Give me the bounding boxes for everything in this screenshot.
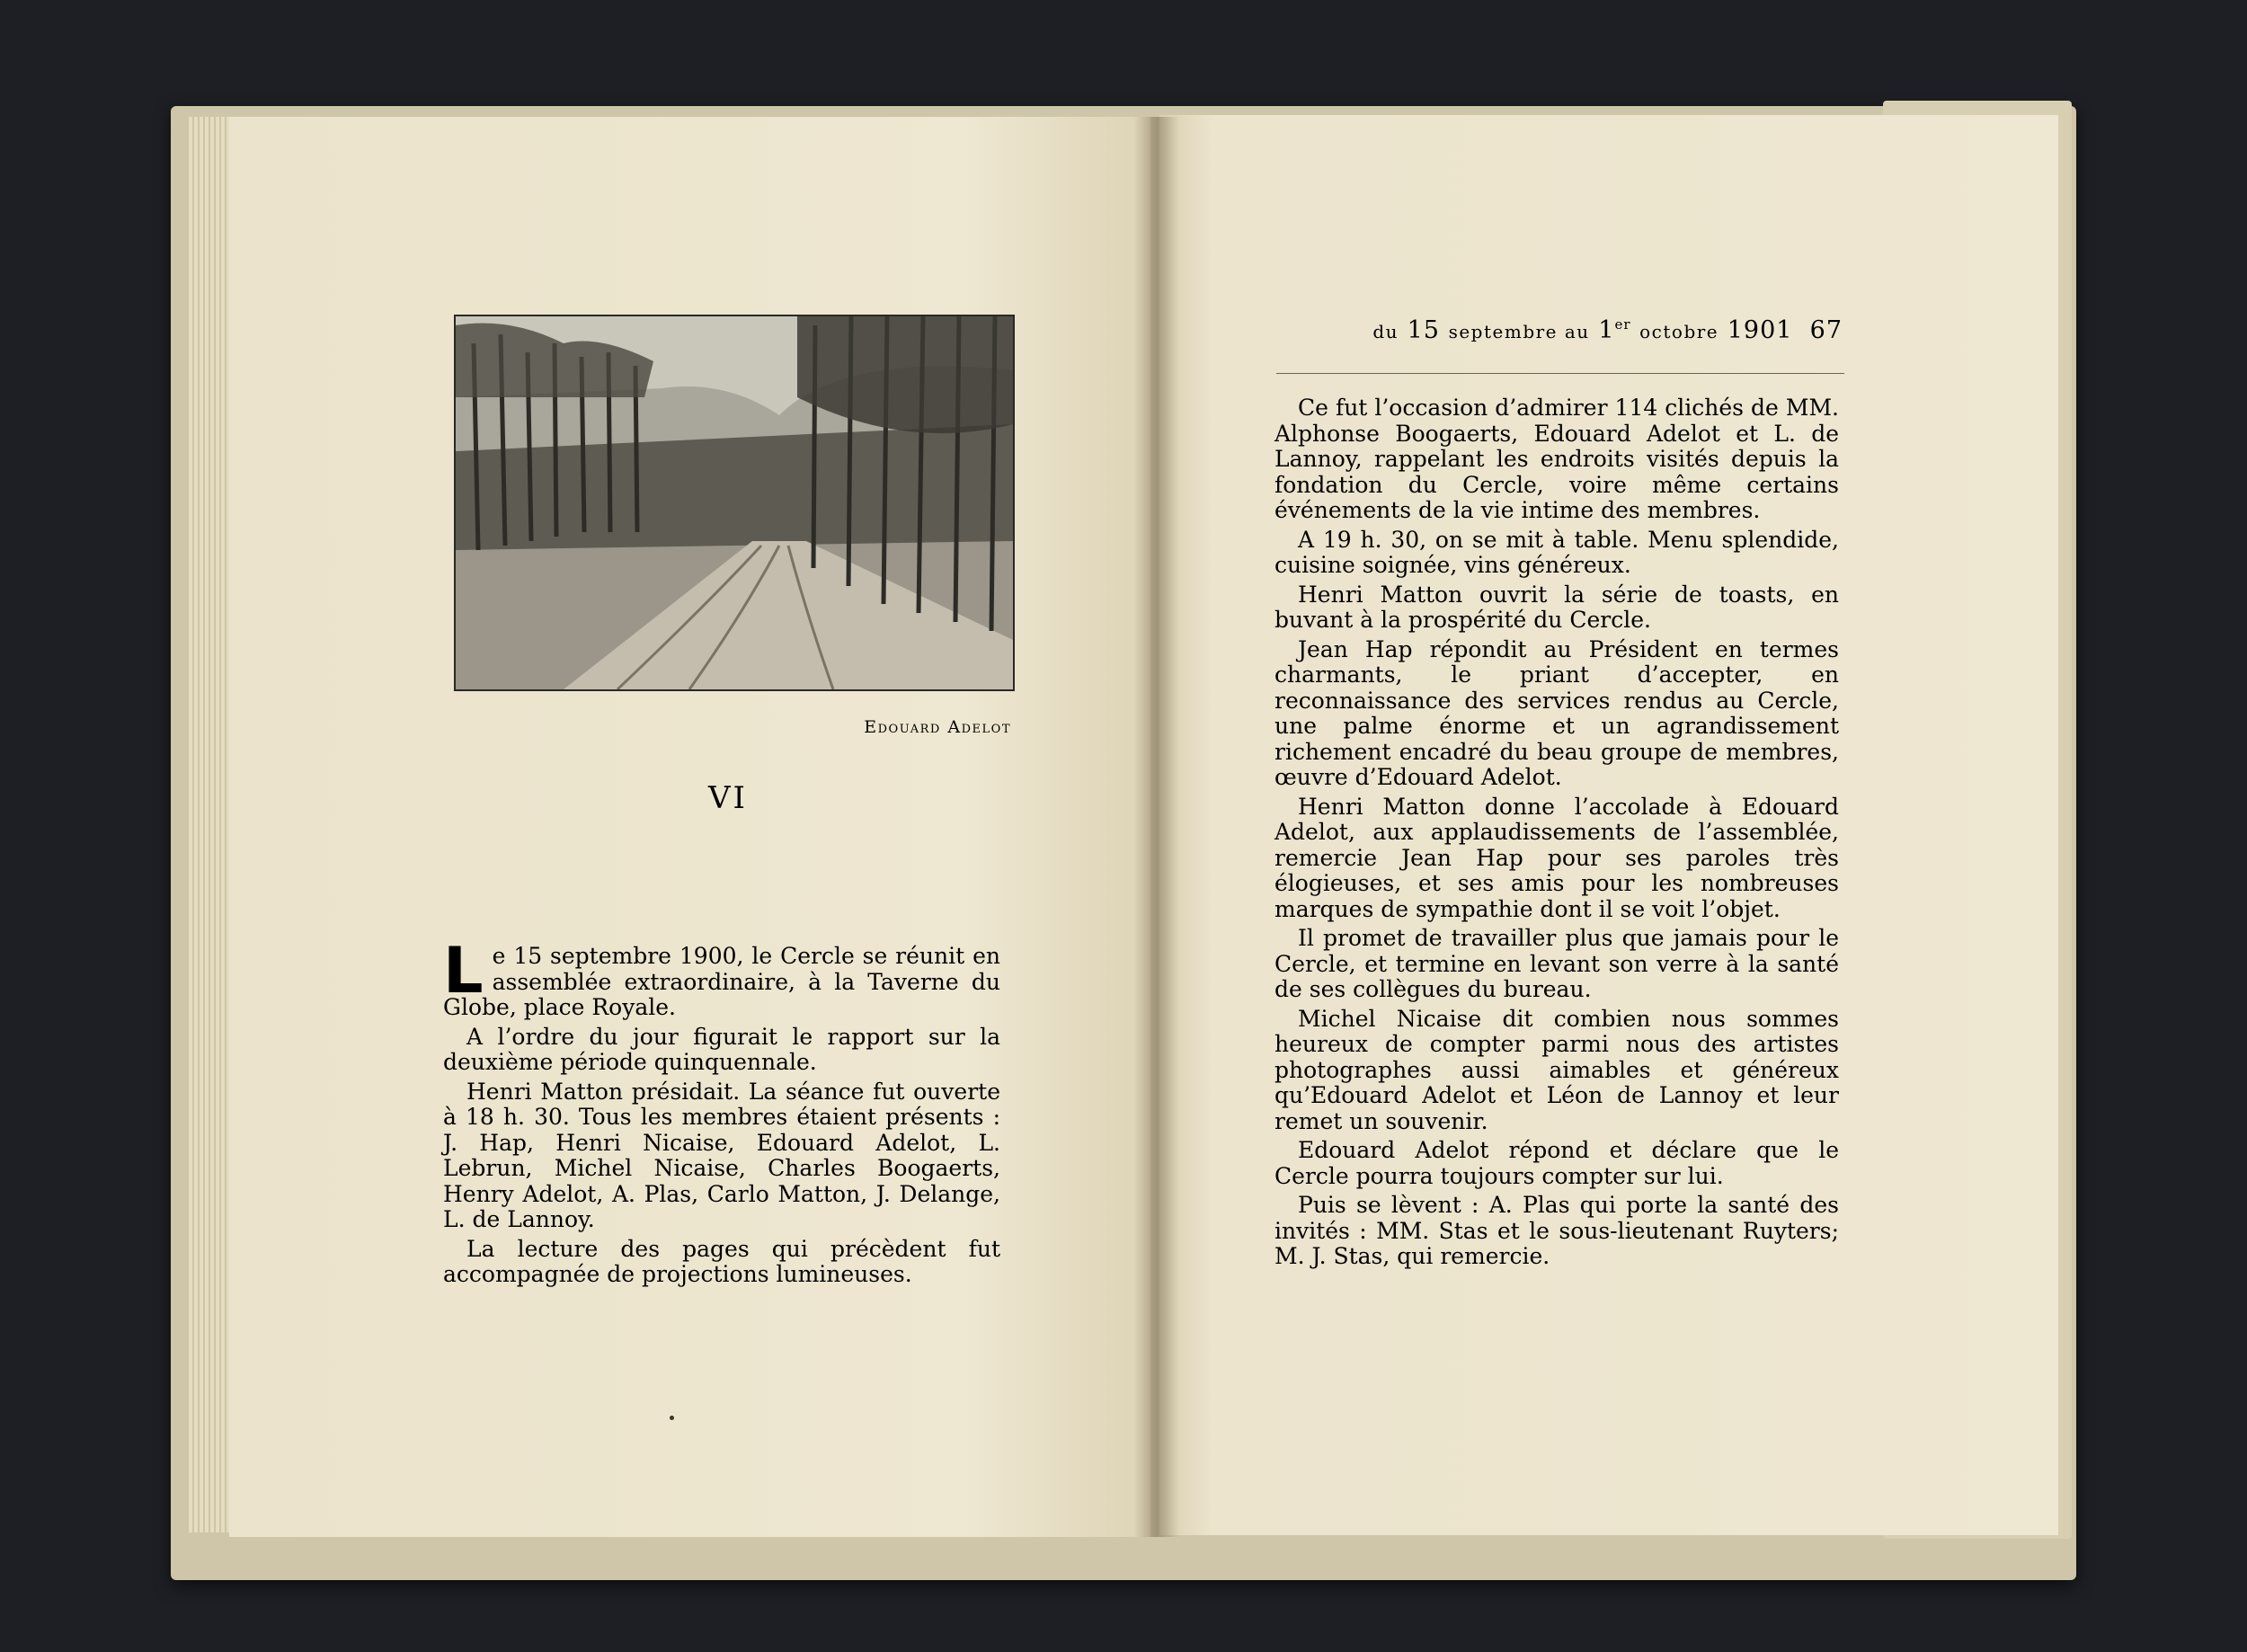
page-number: 67 <box>1809 316 1843 344</box>
running-head-month: septembre au <box>1448 321 1590 342</box>
paragraph <box>443 934 1000 1021</box>
paragraph: Henri Matton ouvrit la série de toasts, en buvant à la prospérité du Cercle. <box>1274 581 1839 633</box>
left-page-body <box>443 934 1000 1292</box>
paragraph: Il promet de travailler plus que jamais pour le Cercle, et termine en levant son verre à la santé de ses collègues du bureau. <box>1274 925 1839 1002</box>
running-head-er: er <box>1614 316 1631 333</box>
paragraph: Edouard Adelot répond et déclare que le Cercle pourra toujours compter sur lui. <box>1274 1137 1839 1189</box>
photo-caption: Edouard Adelot <box>864 717 1011 737</box>
paragraph: Henri Matton présidait. La séance fut ouverte à 18 h. 30. Tous les membres étaient présents : J. Hap, Henri Nicaise, Edouard Adelot, L. Lebrun, Michel Nicaise, Charles Boogaerts, Henry Adelot, A. Plas, Carlo Matton, J. Delange, L. de Lannoy. <box>443 1078 1000 1232</box>
chapter-number: VI <box>708 780 748 816</box>
drop-cap: L <box>443 934 484 1008</box>
paragraph: Ce fut l’occasion d’admirer 114 clichés de MM. Alphonse Boogaerts, Edouard Adelot et L. de Lannoy, rappelant les endroits visités depuis la fondation du Cercle, voire même certains événements de la vie intime des membres. <box>1274 395 1839 523</box>
paragraph: A l’ordre du jour figurait le rapport sur la deuxième période quinquennale. <box>443 1023 1000 1075</box>
running-head-year: 1901 <box>1727 316 1793 344</box>
header-rule <box>1276 373 1844 374</box>
paragraph: A 19 h. 30, on se mit à table. Menu splendide, cuisine soignée, vins généreux. <box>1274 526 1839 578</box>
paragraph-text: e 15 septembre 1900, le Cercle se réunit en assemblée extraordinaire, à la Taverne du Globe, place Royale. <box>443 943 1000 1020</box>
right-page-body <box>1274 395 1839 1274</box>
ink-speck <box>670 1416 674 1420</box>
paragraph: Michel Nicaise dit combien nous sommes heureux de compter parmi nous des artistes photographes aussi aimables et généreux qu’Edouard Adelot et Léon de Lannoy et leur remet un souvenir. <box>1274 1005 1839 1134</box>
running-head-prefix: du <box>1372 321 1399 342</box>
paragraph: Puis se lèvent : A. Plas qui porte la santé des invités : MM. Stas et le sous-lieutenant Ruyters; M. J. Stas, qui remercie. <box>1274 1192 1839 1269</box>
running-head-month2: octobre <box>1639 321 1719 342</box>
running-head-first: 1 <box>1598 316 1615 344</box>
paragraph: Henri Matton donne l’accolade à Edouard Adelot, aux applaudissements de l’assemblée, remercie Jean Hap pour ses paroles très élogieuses, et ses amis pour les nombreuses marques de sympathie dont il se voit l’objet. <box>1274 793 1839 922</box>
book-gutter <box>1134 117 1179 1537</box>
forest-road-illustration <box>456 316 1013 689</box>
paragraph: La lecture des pages qui précèdent fut accompagnée de projections lumineuses. <box>443 1235 1000 1287</box>
running-head-day: 15 <box>1407 316 1440 344</box>
paragraph: Jean Hap répondit au Président en termes charmants, le priant d’accepter, en reconnaissance des services rendus au Cercle, une palme énorme et un agrandissement richement encadré du beau groupe de membres, œuvre d’Edouard Adelot. <box>1274 635 1839 790</box>
forest-road-photo <box>454 315 1015 691</box>
running-head <box>1330 316 1843 344</box>
